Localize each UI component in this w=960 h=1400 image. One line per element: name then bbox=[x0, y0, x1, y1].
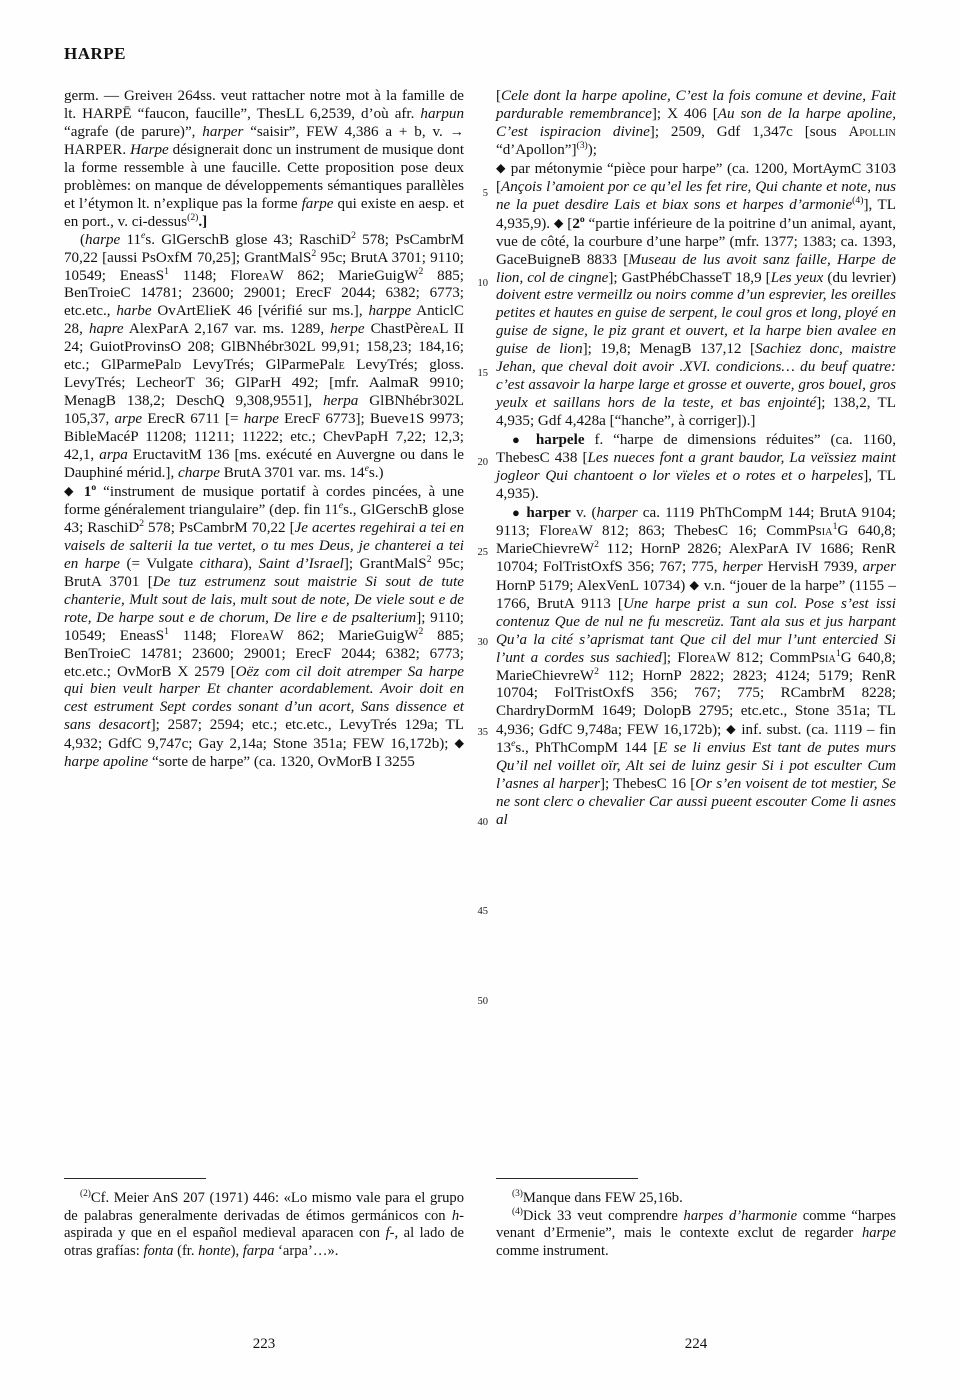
century-exponent: e bbox=[338, 499, 344, 511]
paragraph-text: ]; 2509, Gdf 1,347c [sous bbox=[649, 123, 849, 140]
paragraph-sense-1 bbox=[64, 483, 464, 772]
paragraph-text: LevyTrés; gloss. LevyTrés; LecheorT 36; GlParH 492; [mfr. AalmaR 9910; MenagB 138,2; DeschQ 9,308,9551], bbox=[64, 357, 464, 410]
small-caps: ia bbox=[825, 649, 836, 666]
footnote-rule bbox=[64, 1178, 206, 1179]
paragraph-text: “saisir”, FEW 4,386 a + b, v. bbox=[243, 123, 450, 140]
paragraph-text: [ bbox=[496, 88, 502, 104]
italic-form: harppe bbox=[368, 303, 412, 320]
century-exponent: e bbox=[511, 738, 516, 750]
paragraph-text: ]; Flore bbox=[661, 649, 710, 666]
paragraph-text: ); bbox=[587, 141, 597, 158]
italic-form: h- bbox=[451, 1207, 464, 1224]
italic-form: harpun bbox=[420, 105, 464, 122]
sub-lemma: harper bbox=[526, 504, 571, 521]
italic-form: herpe bbox=[330, 321, 365, 338]
italic-form: charpe bbox=[178, 465, 220, 482]
line-number: 30 bbox=[477, 637, 488, 648]
paragraph-lemma-harper bbox=[496, 504, 896, 830]
small-caps: d bbox=[173, 357, 182, 374]
paragraph-text: 11 bbox=[120, 231, 142, 248]
paragraph-text: v.n. “jouer de la harpe” (1155 – 1766, BrutA 9113 [ bbox=[496, 577, 896, 612]
footnote-marker: (3) bbox=[512, 1189, 523, 1200]
paragraph-text: ]; 9110; 10549; EneasS$^1$ 1148; Flore bbox=[64, 609, 464, 644]
line-number: 25 bbox=[477, 547, 488, 558]
paragraph-text: HervisH 7939, bbox=[762, 558, 863, 575]
paragraph-text: LevyTrés; GlParmePal bbox=[181, 357, 339, 374]
paragraph-text: .] bbox=[198, 213, 208, 230]
line-number: 15 bbox=[477, 368, 488, 379]
paragraph-text: W 812; 863; ThebesC 16; CommPs bbox=[578, 522, 822, 539]
footnote-text: Dick 33 veut comprendre bbox=[522, 1207, 684, 1224]
diamond-marker-icon: ◆ bbox=[64, 483, 77, 498]
paragraph-text: AnticlC 28, bbox=[64, 303, 464, 338]
quotation: Cele dont la harpe apoline, C’est la fois comune et devine, Fait pardurable remembrance bbox=[496, 88, 896, 122]
italic-form: harpe bbox=[85, 231, 121, 248]
paragraph-text: GlBNhébr302L 105,37, bbox=[64, 393, 464, 428]
paragraph-attestations bbox=[64, 229, 465, 483]
footnote-text: comme instrument. bbox=[496, 1242, 609, 1259]
footnote-marker: (2) bbox=[80, 1189, 91, 1200]
small-caps: e bbox=[338, 357, 345, 374]
italic-form: herper bbox=[722, 558, 763, 575]
small-caps: ia bbox=[821, 522, 833, 539]
paragraph-text: s., PhThCompM 144 [ bbox=[515, 740, 659, 757]
italic-form: harpe bbox=[861, 1225, 896, 1242]
right-footnote-block bbox=[496, 1178, 896, 1260]
italic-form: Harpe bbox=[130, 141, 169, 158]
footnote-text: (fr. bbox=[173, 1242, 199, 1259]
paragraph-text: ]; 138,2, TL 4,935; Gdf 4,428a [“hanche”, à corriger]).] bbox=[496, 395, 896, 430]
small-caps: h bbox=[165, 88, 173, 104]
sub-lemma: harpele bbox=[535, 432, 585, 449]
quotation: Museau de lus avoit sanz faille, Harpe de lion, col de cingne bbox=[496, 251, 896, 286]
line-number-gutter bbox=[462, 88, 488, 1218]
line-number: 5 bbox=[482, 188, 488, 199]
em-dash: — bbox=[103, 88, 124, 104]
quotation: doivent estre vermeillz ou noirs comme d’un esprevier, les oreilles petites et hautes en guise de serpent, le coul gros et long, ployé en guise de signe, le piz grant et ouvert, et la harpe bien avalee en guise de lion bbox=[496, 287, 896, 358]
diamond-marker-icon: ◆ bbox=[726, 722, 737, 737]
line-number: 50 bbox=[477, 996, 488, 1007]
italic-form: harper bbox=[596, 504, 638, 521]
paragraph-etymology bbox=[64, 88, 464, 232]
quotation: E se li envius Est tant de putes murs Qu’il nel voillet oïr, Alt sei de luinz gesir Si i pot esculter Cum l’asnes al harper bbox=[496, 740, 896, 793]
footnote-marker: (4) bbox=[512, 1206, 523, 1217]
small-caps: a bbox=[262, 627, 270, 644]
line-number: 45 bbox=[477, 906, 488, 917]
footnote-text: Cf. Meier AnS 207 (1971) 446: «Lo mismo vale para el grupo de palabras generalmente derivadas de étimos germánicos con bbox=[64, 1190, 464, 1224]
paragraph-text: ErecF 6773]; Bueve1S 9973; BibleMacéP 11208; 11211; 11222; etc.; ChevPapH 7,22; 12,3; 42,1, bbox=[64, 411, 464, 464]
small-caps: Apollin bbox=[848, 123, 896, 140]
paragraph-text: $^1$G 640,8; MarieChievreW$^2$ 112; HornP 2822; 2823; 4124; 5179; RenR 10704; FolTristOxfS 356; 767; 775; RCambrM 8228; ChardryDormM 1649; DolopB 2795; etc.etc., Stone 351a; TL 4,936; GdfC 9,748a; FEW 16,172b); bbox=[496, 647, 897, 739]
paragraph-text: ChastPère bbox=[364, 321, 432, 338]
line-number: 10 bbox=[477, 278, 488, 289]
paragraph-text: par métonymie “pièce pour harpe” (ca. 1200, MortAymC 3103 [ bbox=[496, 160, 896, 195]
century-exponent: e bbox=[141, 229, 146, 241]
footnote-text: comme “harpes venant d’Ermenie”, mais le contexte exclut de regarder bbox=[496, 1207, 896, 1242]
footnote-3 bbox=[496, 1190, 896, 1208]
cross-reference-target[interactable]: HARPER bbox=[64, 141, 123, 158]
footnote-text: , al lado de otras grafías: bbox=[64, 1225, 464, 1259]
footnote-text: ), bbox=[230, 1242, 243, 1259]
footnote-ref-4[interactable]: (4) bbox=[852, 194, 864, 206]
paragraph-lemma-harpele bbox=[496, 431, 896, 504]
paragraph-text bbox=[526, 432, 536, 448]
bullet-marker-icon: ● bbox=[512, 432, 526, 448]
paragraph-text: “agrafe (de parure)”, bbox=[64, 123, 203, 140]
italic-form: harpes d’harmonie bbox=[683, 1207, 798, 1224]
paragraph-text: s., GlGerschB glose 43; RaschiD$^2$ 578; PsCambrM 70,22 [ bbox=[64, 501, 464, 536]
quotation: Oëz com cil doit atremper Sa harpe qui bien veult harper Et chanter acordablement. Avoir doit en cest estrument Sept cordes sonant d’un acort, Sans dissence et sans desacort bbox=[64, 663, 464, 734]
paragraph-text: désignerait donc un instrument de musique dont la forme ressemble à une faucille. Cette proposition pose deux problèmes: on manque de développements sémantiques parallèles et l’étymon lt. n’explique pas la forme bbox=[64, 141, 465, 212]
italic-form: farpe bbox=[301, 195, 334, 212]
line-number: 20 bbox=[477, 457, 488, 468]
diamond-marker-icon: ◆ bbox=[689, 577, 700, 592]
paragraph-text: ), bbox=[243, 555, 259, 572]
right-text-column bbox=[496, 88, 896, 830]
paragraph-text: W 862; MarieGuigW$^2$ 885; BenTroieC 14781; 23600; 29001; ErecF 2044; 6382; 6773; etc.etc.; OvMorB X 2579 [ bbox=[64, 625, 465, 680]
diamond-marker-icon: ◆ bbox=[496, 160, 507, 175]
quotation: Au son de la harpe apoline, C’est ispiracion divine bbox=[496, 105, 897, 140]
paragraph-text: (du levrier) bbox=[823, 269, 897, 286]
italic-form: harpe apoline bbox=[64, 754, 149, 771]
paragraph-text: 264ss. veut rattacher notre mot à la famille de lt. HARPĒ “faucon, faucille”, ThesLL 6,2539, d’où afr. bbox=[64, 88, 464, 122]
paragraph-text: $^1$G 640,8; MarieChievreW$^2$ 112; HornP 2826; AlexParA IV 1686; RenR 10704; FolTristOxfS 356; 767; 775, bbox=[496, 520, 897, 575]
paragraph-text: ErecR 6711 [= bbox=[142, 411, 244, 428]
quotation: Ançois l’amoient por ce qu’el les fet rire, Qui chante et note, nus ne la puet desdire Lais et biax sons et harpes d’armonie bbox=[496, 178, 896, 213]
quotation: Je acertes regehirai a tei en vaisels de salterii la tue vertet, o tu mes Deus, je chanterei a tei en harpe bbox=[64, 519, 464, 572]
small-caps: a bbox=[262, 267, 270, 284]
paragraph-text: EructavitM 136 [ms. exécuté en Auvergne ou dans le Dauphiné mérid.], bbox=[64, 447, 464, 482]
paragraph-text: ], TL 4,935,9). bbox=[496, 196, 896, 232]
paragraph-quotation-continued bbox=[496, 88, 896, 160]
footnote-rule bbox=[496, 1178, 638, 1179]
quotation: Les nueces font a grant baudor, La veïssiez maint jogleor Qui chantoent o lor vïeles et o rotes et o harpeles bbox=[496, 450, 897, 485]
italic-form: arpa bbox=[99, 447, 128, 464]
quotation: Saint d’Israel bbox=[258, 555, 344, 572]
italic-form: arper bbox=[862, 558, 897, 575]
line-number: 35 bbox=[477, 727, 488, 738]
sense-number: 2$^o$ bbox=[572, 213, 585, 232]
bullet-marker-icon: ● bbox=[512, 504, 522, 520]
quotation: Or s’en voisent de tot mestier, Se ne sont clerc o chevalier Car aussi pueent escouter Come li asnes al bbox=[496, 776, 896, 829]
left-text-column bbox=[64, 88, 464, 772]
century-exponent: e bbox=[364, 462, 369, 474]
diamond-marker-icon: ◆ bbox=[553, 215, 564, 230]
cross-reference-arrow-icon: → bbox=[449, 123, 464, 140]
paragraph-text: inf. subst. (ca. 1119 – fin 13 bbox=[496, 722, 896, 757]
paragraph-text: ]; ThebesC 16 [ bbox=[599, 776, 696, 793]
paragraph-text: s.) bbox=[368, 465, 384, 482]
footnote-2 bbox=[64, 1190, 464, 1260]
italic-form: harpe bbox=[243, 411, 279, 428]
footnote-text: aspirada y que en el español medieval aparacen con bbox=[64, 1225, 386, 1242]
diamond-marker-icon: ◆ bbox=[454, 736, 464, 751]
footnote-ref-2[interactable]: (2) bbox=[187, 211, 199, 223]
line-number: 40 bbox=[477, 817, 488, 828]
paragraph-text: HornP 5179; AlexVenL 10734) bbox=[496, 577, 690, 594]
folio-number-right: 224 bbox=[684, 1336, 708, 1352]
footnote-4 bbox=[496, 1208, 896, 1261]
footnote-text: ‘arpa’…». bbox=[274, 1242, 339, 1259]
paragraph-text: W 812; CommPs bbox=[716, 649, 825, 666]
paragraph-text: ]; GastPhébChasseT 18,9 [ bbox=[608, 269, 771, 286]
paragraph-text: OvArtElieK 46 [vérifié sur ms.], bbox=[151, 303, 369, 320]
paragraph-text: ]; X 406 [ bbox=[651, 105, 718, 122]
paragraph-text: v. ( bbox=[570, 504, 597, 521]
paragraph-text: Greive bbox=[124, 88, 166, 104]
paragraph-text: ]; 2587; 2594; etc.; etc.etc., LevyTrés 129a; TL 4,932; GdfC 9,747c; Gay 2,14a; Stone 351a; FEW 16,172b); bbox=[64, 717, 464, 753]
paragraph-text: ]; GrantMalS$^2$ 95c; BrutA 3701 [ bbox=[64, 553, 465, 590]
paragraph-text: “partie inférieure de la poitrine d’un animal, ayant, vue de côté, la courbure d’une harpe” (mfr. 1377; 1383; ca. 1393, GaceBuigneB 8833 [ bbox=[496, 215, 896, 268]
paragraph-text: f. “harpe de dimensions réduites” (ca. 1160, ThebesC 438 [ bbox=[496, 432, 896, 467]
italic-form: arpe bbox=[114, 411, 143, 428]
small-caps: a bbox=[571, 522, 579, 539]
sense-number: 1$^o$ bbox=[83, 481, 97, 500]
paragraph-text: “sorte de harpe” (ca. 1320, OvMorB I 3255 bbox=[148, 754, 415, 771]
paragraph-text: “d’Apollon”] bbox=[496, 141, 577, 158]
left-footnote-block bbox=[64, 1178, 464, 1260]
quotation: De tuz estrumenz sout maistrie Si sout de tute chanterie, Mult sout de lais, mult sout de note, De viele sout e de rote, De harpe sout e de chorum, De lire e de psalterium bbox=[64, 573, 464, 626]
paragraph-text: ( bbox=[80, 231, 86, 248]
italic-form: farpa bbox=[242, 1242, 275, 1259]
paragraph-text: “instrument de musique portatif à cordes pincées, à une forme généralement triangulaire” (dep. fin 11 bbox=[64, 483, 464, 518]
quotation: cithara bbox=[199, 555, 244, 572]
paragraph-text: s. GlGerschB glose 43; RaschiD$^2$ 578; PsCambrM 70,22 [aussi PsOxfM 70,25]; GrantMalS$^2$ 95c; BrutA 3701; 9110; 10549; EneasS$^1$ 1148; Flore bbox=[64, 229, 465, 284]
paragraph-text: L II 24; GuiotProvinsO 208; GlBNhébr302L 99,91; 158,23; 184,16; etc.; GlParmePal bbox=[64, 321, 465, 374]
paragraph-sense-metonymy bbox=[496, 160, 896, 431]
paragraph-text: ca. 1119 PhThCompM 144; BrutA 9104; 9113; Flore bbox=[496, 504, 897, 539]
paragraph-text: qui existe en aesp. et en port., v. ci-dessus bbox=[64, 195, 465, 230]
italic-form: herpa bbox=[323, 393, 359, 410]
footnote-text: Manque dans FEW 25,16b. bbox=[522, 1190, 683, 1206]
folio-number-left: 223 bbox=[252, 1336, 276, 1352]
paragraph-text: [ bbox=[563, 215, 573, 232]
paragraph-text: . bbox=[122, 141, 131, 158]
italic-form: fonta bbox=[143, 1242, 174, 1259]
footnote-ref-3[interactable]: (3) bbox=[576, 139, 588, 151]
quotation: Une harpe prist a sun col. Pose s’est issi contenuz Que de nul ne fu mescreüz. Tant ala sus et jus harpant Qu’a la cité s’aprismat tant Que cil del mur l’unt entercied Si l’unt a cordes sus sachied bbox=[496, 595, 896, 666]
paragraph-text: BrutA 3701 var. ms. 14 bbox=[219, 465, 365, 482]
italic-form: honte bbox=[198, 1242, 231, 1259]
italic-form: harbe bbox=[116, 303, 152, 320]
quotation: Sachiez donc, maistre Jehan, que cheval doit avoir .XVI. condicions… du beuf quatre: c’est assavoir la harpe large et grosse et ouverte, gros bouel, gros yeulx et saillans hors de la teste, et bas enjointé bbox=[496, 341, 896, 412]
paragraph-text: ]; 19,8; MenagB 137,12 [ bbox=[582, 341, 756, 358]
paragraph-text bbox=[77, 484, 84, 500]
paragraph-text: AlexParA 2,167 var. ms. 1289, bbox=[123, 321, 331, 338]
paragraph-text: W 862; MarieGuigW$^2$ 885; BenTroieC 14781; 23600; 29001; ErecF 2044; 6382; 6773; etc.etc., bbox=[64, 265, 465, 320]
small-caps: a bbox=[709, 649, 717, 666]
paragraph-text: germ. bbox=[64, 88, 104, 104]
paragraph-text: ], TL 4,935). bbox=[496, 468, 896, 502]
italic-form: harper bbox=[202, 123, 244, 140]
paragraph-text: (= Vulgate bbox=[119, 555, 200, 572]
quotation: Les yeux bbox=[770, 269, 824, 286]
page-title: HARPE bbox=[64, 44, 126, 63]
italic-form: hapre bbox=[88, 321, 124, 338]
italic-form: f- bbox=[385, 1225, 395, 1242]
small-caps: a bbox=[431, 321, 440, 338]
